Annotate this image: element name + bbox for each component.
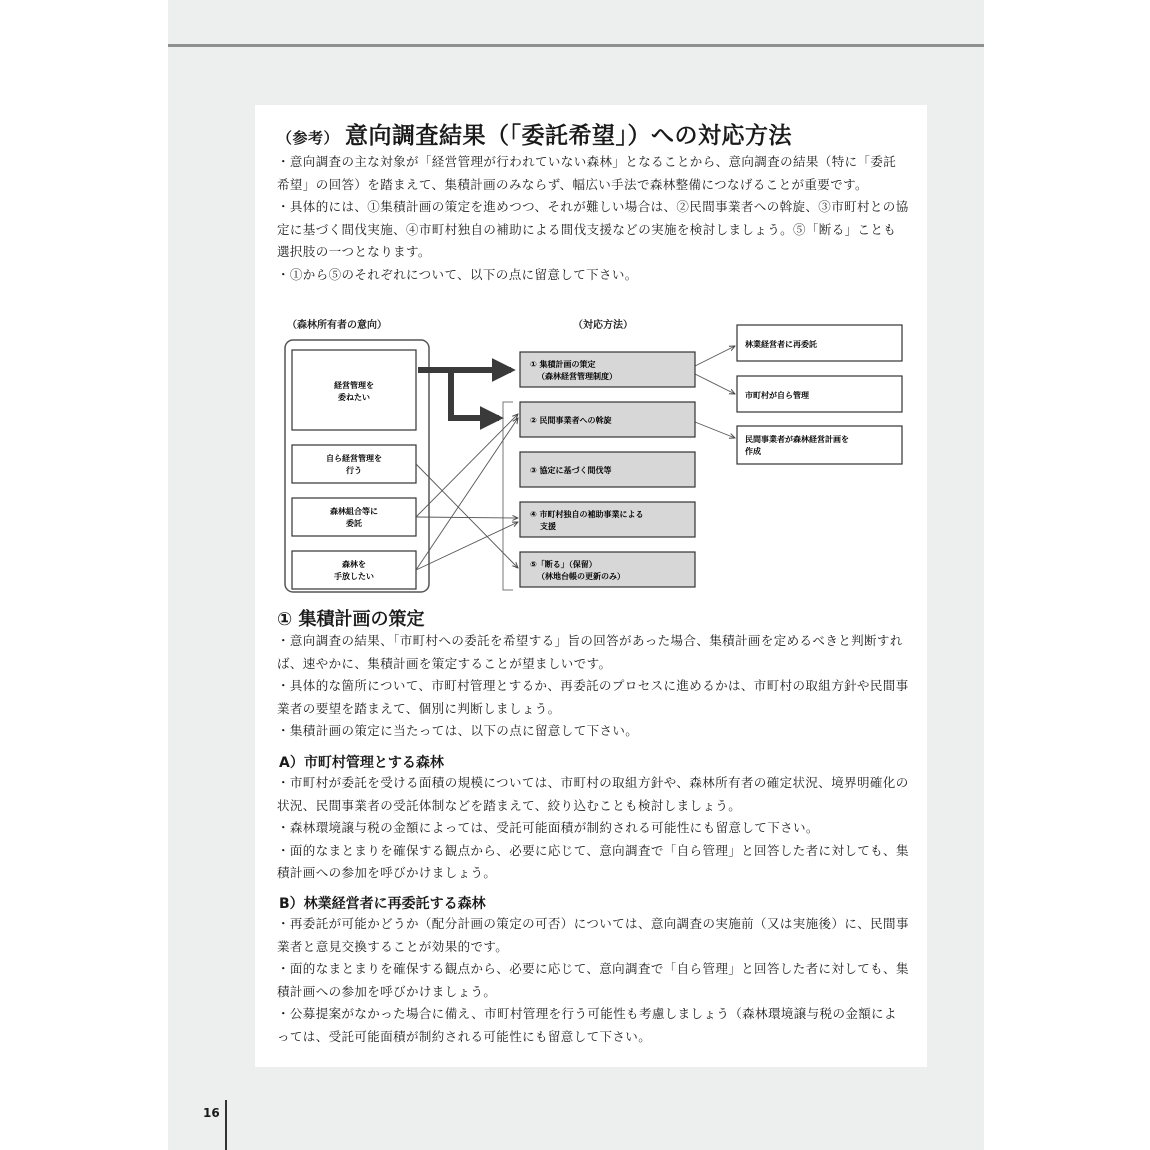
svg-text:民間事業者が森林経営計画を: 民間事業者が森林経営計画を — [745, 435, 849, 444]
section1-para-3: ・集積計画の策定に当たっては、以下の点に留意して下さい。 — [277, 723, 639, 738]
svg-text:⑤「断る」（保留）: ⑤「断る」（保留） — [530, 560, 597, 569]
section1-text — [277, 630, 909, 743]
left-box-4 — [292, 551, 416, 589]
diagram-mid-header: （対応方法） — [573, 320, 633, 331]
intro-para-2: ・具体的には、①集積計画の策定を進めつつ、それが難しい場合は、②民間事業者への斡旋、③市町村との協定に基づく間伐実施、④市町村独自の補助による間伐支援などの実施を検討しましょう。⑤「断る」ことも選択肢の一つとなります。 — [277, 199, 909, 259]
right-box-2 — [737, 376, 902, 412]
svg-text:① 集積計画の策定: ① 集積計画の策定 — [530, 360, 596, 369]
intro-text — [277, 151, 909, 286]
sectionB-text — [277, 913, 909, 1048]
svg-text:森林を: 森林を — [342, 560, 366, 569]
left-box-1 — [292, 350, 416, 430]
section1-para-2: ・具体的な箇所について、市町村管理とするか、再委託のプロセスに進めるかは、市町村の取組方針や民間事業者の要望を踏まえて、個別に判断しましょう。 — [277, 678, 909, 716]
mid-box-1 — [520, 352, 695, 387]
svg-text:③ 協定に基づく間伐等: ③ 協定に基づく間伐等 — [530, 466, 612, 475]
svg-text:委託: 委託 — [346, 519, 362, 528]
mid-box-2 — [520, 402, 695, 437]
sectionA-para-3: ・面的なまとまりを確保する観点から、必要に応じて、意向調査で「自ら管理」と回答した者に対しても、集積計画への参加を呼びかけましょう。 — [277, 842, 909, 880]
flow-diagram — [255, 310, 927, 595]
right-box-3 — [737, 426, 902, 464]
sectionA-heading: A）市町村管理とする森林 — [279, 755, 444, 771]
left-box-2 — [292, 445, 416, 483]
svg-text:作成: 作成 — [745, 447, 761, 456]
top-rule — [168, 44, 984, 47]
sectionB-para-1: ・再委託が可能かどうか（配分計画の策定の可否）については、意向調査の実施前（又は実施後）に、民間事業者と意見交換することが効果的です。 — [277, 916, 909, 954]
mid-box-5 — [520, 552, 695, 587]
sectionA-para-1: ・市町村が委託を受ける面積の規模については、市町村の取組方針や、森林所有者の確定状況、境界明確化の状況、民間事業者の受託体制などを踏まえて、絞り込むことも検討しましょう。 — [277, 775, 909, 813]
svg-text:支援: 支援 — [540, 522, 556, 531]
diagram-left-header: （森林所有者の意向） — [287, 320, 387, 331]
section1-para-1: ・意向調査の結果、「市町村への委託を希望する」旨の回答があった場合、集積計画を定めるべきと判断すれば、速やかに、集積計画を策定することが望ましいです。 — [277, 633, 903, 671]
sectionA-text — [277, 772, 909, 885]
svg-text:林業経営者に再委託: 林業経営者に再委託 — [745, 340, 817, 349]
sectionB-para-3: ・公募提案がなかった場合に備え、市町村管理を行う可能性も考慮しましょう（森林環境譲与税の金額によっては、受託可能面積が制約される可能性にも留意して下さい。 — [277, 1006, 897, 1044]
svg-text:委ねたい: 委ねたい — [338, 393, 370, 402]
right-box-1 — [737, 325, 902, 361]
left-box-3 — [292, 498, 416, 536]
page-number-bar — [225, 1100, 227, 1150]
svg-text:行う: 行う — [346, 466, 362, 475]
intro-para-3: ・①から⑤のそれぞれについて、以下の点に留意して下さい。 — [277, 266, 638, 282]
svg-text:手放したい: 手放したい — [334, 572, 374, 581]
sectionB-heading: B）林業経営者に再委託する森林 — [279, 896, 486, 912]
svg-text:② 民間事業者への斡旋: ② 民間事業者への斡旋 — [530, 416, 612, 425]
page-number: 16 — [203, 1106, 220, 1120]
thick-arrows — [418, 370, 511, 418]
title-prefix: （参考） — [277, 129, 340, 147]
sectionA-para-2: ・森林環境譲与税の金額によっては、受託可能面積が制約される可能性にも留意して下さい。 — [277, 820, 819, 835]
intro-para-1: ・意向調査の主な対象が「経営管理が行われていない森林」となることから、意向調査の結果（特に「委託希望」の回答）を踏まえて、集積計画のみならず、幅広い手法で森林整備につなげることが重要です。 — [277, 154, 897, 192]
title-main: 意向調査結果（「委託希望」）への対応方法 — [345, 123, 793, 149]
svg-text:④ 市町村独自の補助事業による: ④ 市町村独自の補助事業による — [530, 510, 644, 519]
svg-text:（森林経営管理制度）: （森林経営管理制度） — [537, 372, 617, 381]
section1-heading: ① 集積計画の策定 — [277, 609, 425, 630]
sectionB-para-2: ・面的なまとまりを確保する観点から、必要に応じて、意向調査で「自ら管理」と回答した者に対しても、集積計画への参加を呼びかけましょう。 — [277, 961, 909, 999]
mid-box-4 — [520, 502, 695, 537]
svg-text:市町村が自ら管理: 市町村が自ら管理 — [745, 391, 809, 400]
svg-text:森林組合等に: 森林組合等に — [330, 507, 378, 516]
mid-box-3 — [520, 452, 695, 487]
svg-text:経営管理を: 経営管理を — [334, 381, 374, 390]
content-sheet — [255, 105, 927, 1067]
page-title — [277, 117, 792, 150]
svg-text:自ら経営管理を: 自ら経営管理を — [326, 454, 382, 463]
svg-text:（林地台帳の更新のみ）: （林地台帳の更新のみ） — [537, 572, 625, 581]
